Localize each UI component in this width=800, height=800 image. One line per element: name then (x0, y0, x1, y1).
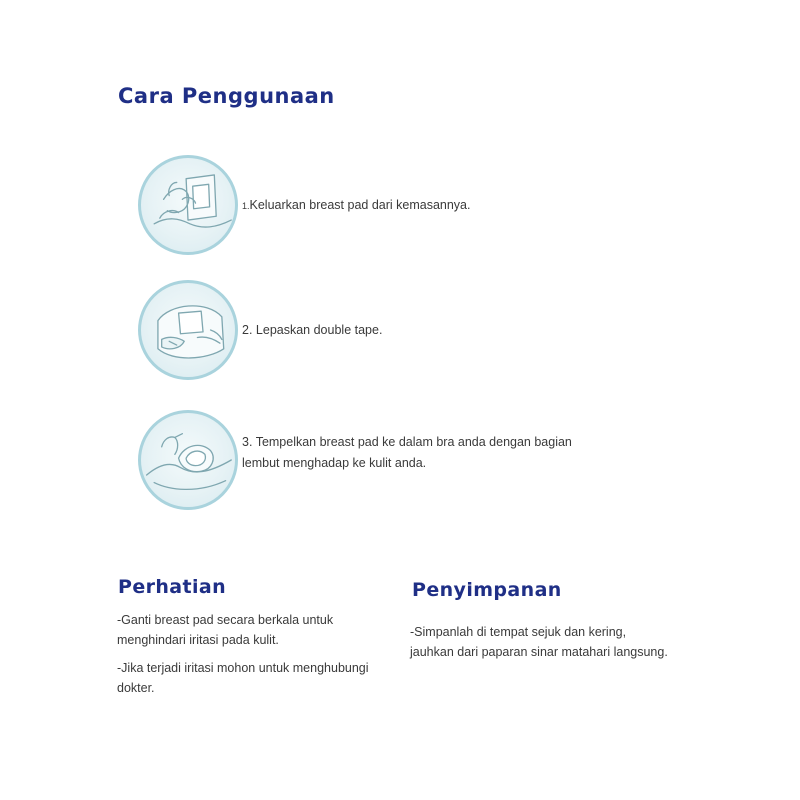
step-1-number: 1. (242, 201, 250, 211)
step-3-label-line-1: Tempelkan breast pad ke dalam bra anda dengan bagian (255, 435, 572, 449)
unpack-pad-icon (138, 155, 238, 255)
step-3-line-1 (242, 432, 572, 453)
step-2-text (242, 320, 382, 341)
perhatian-title: Perhatian (118, 576, 227, 598)
penyimpanan-title: Penyimpanan (412, 579, 562, 601)
penyimpanan-item: -Simpanlah di tempat sejuk dan kering, jauhkan dari paparan sinar matahari langsung. (410, 625, 668, 659)
step-1-text (242, 195, 470, 217)
step-3-text (242, 432, 572, 474)
peel-tape-icon (138, 280, 238, 380)
step-2-label: Lepaskan double tape. (255, 323, 383, 337)
place-pad-in-bra-icon (138, 410, 238, 510)
step-2-number: 2. (242, 323, 253, 337)
perhatian-item: -Jika terjadi iritasi mohon untuk menghubungi dokter. (117, 661, 369, 695)
step-3-label-line-2: lembut menghadap ke kulit anda. (242, 456, 427, 470)
perhatian-item: -Ganti breast pad secara berkala untuk menghindari iritasi pada kulit. (117, 613, 334, 647)
step-1-label: Keluarkan breast pad dari kemasannya. (249, 198, 471, 212)
step-3-number: 3. (242, 435, 253, 449)
page-title: Cara Penggunaan (118, 84, 335, 108)
